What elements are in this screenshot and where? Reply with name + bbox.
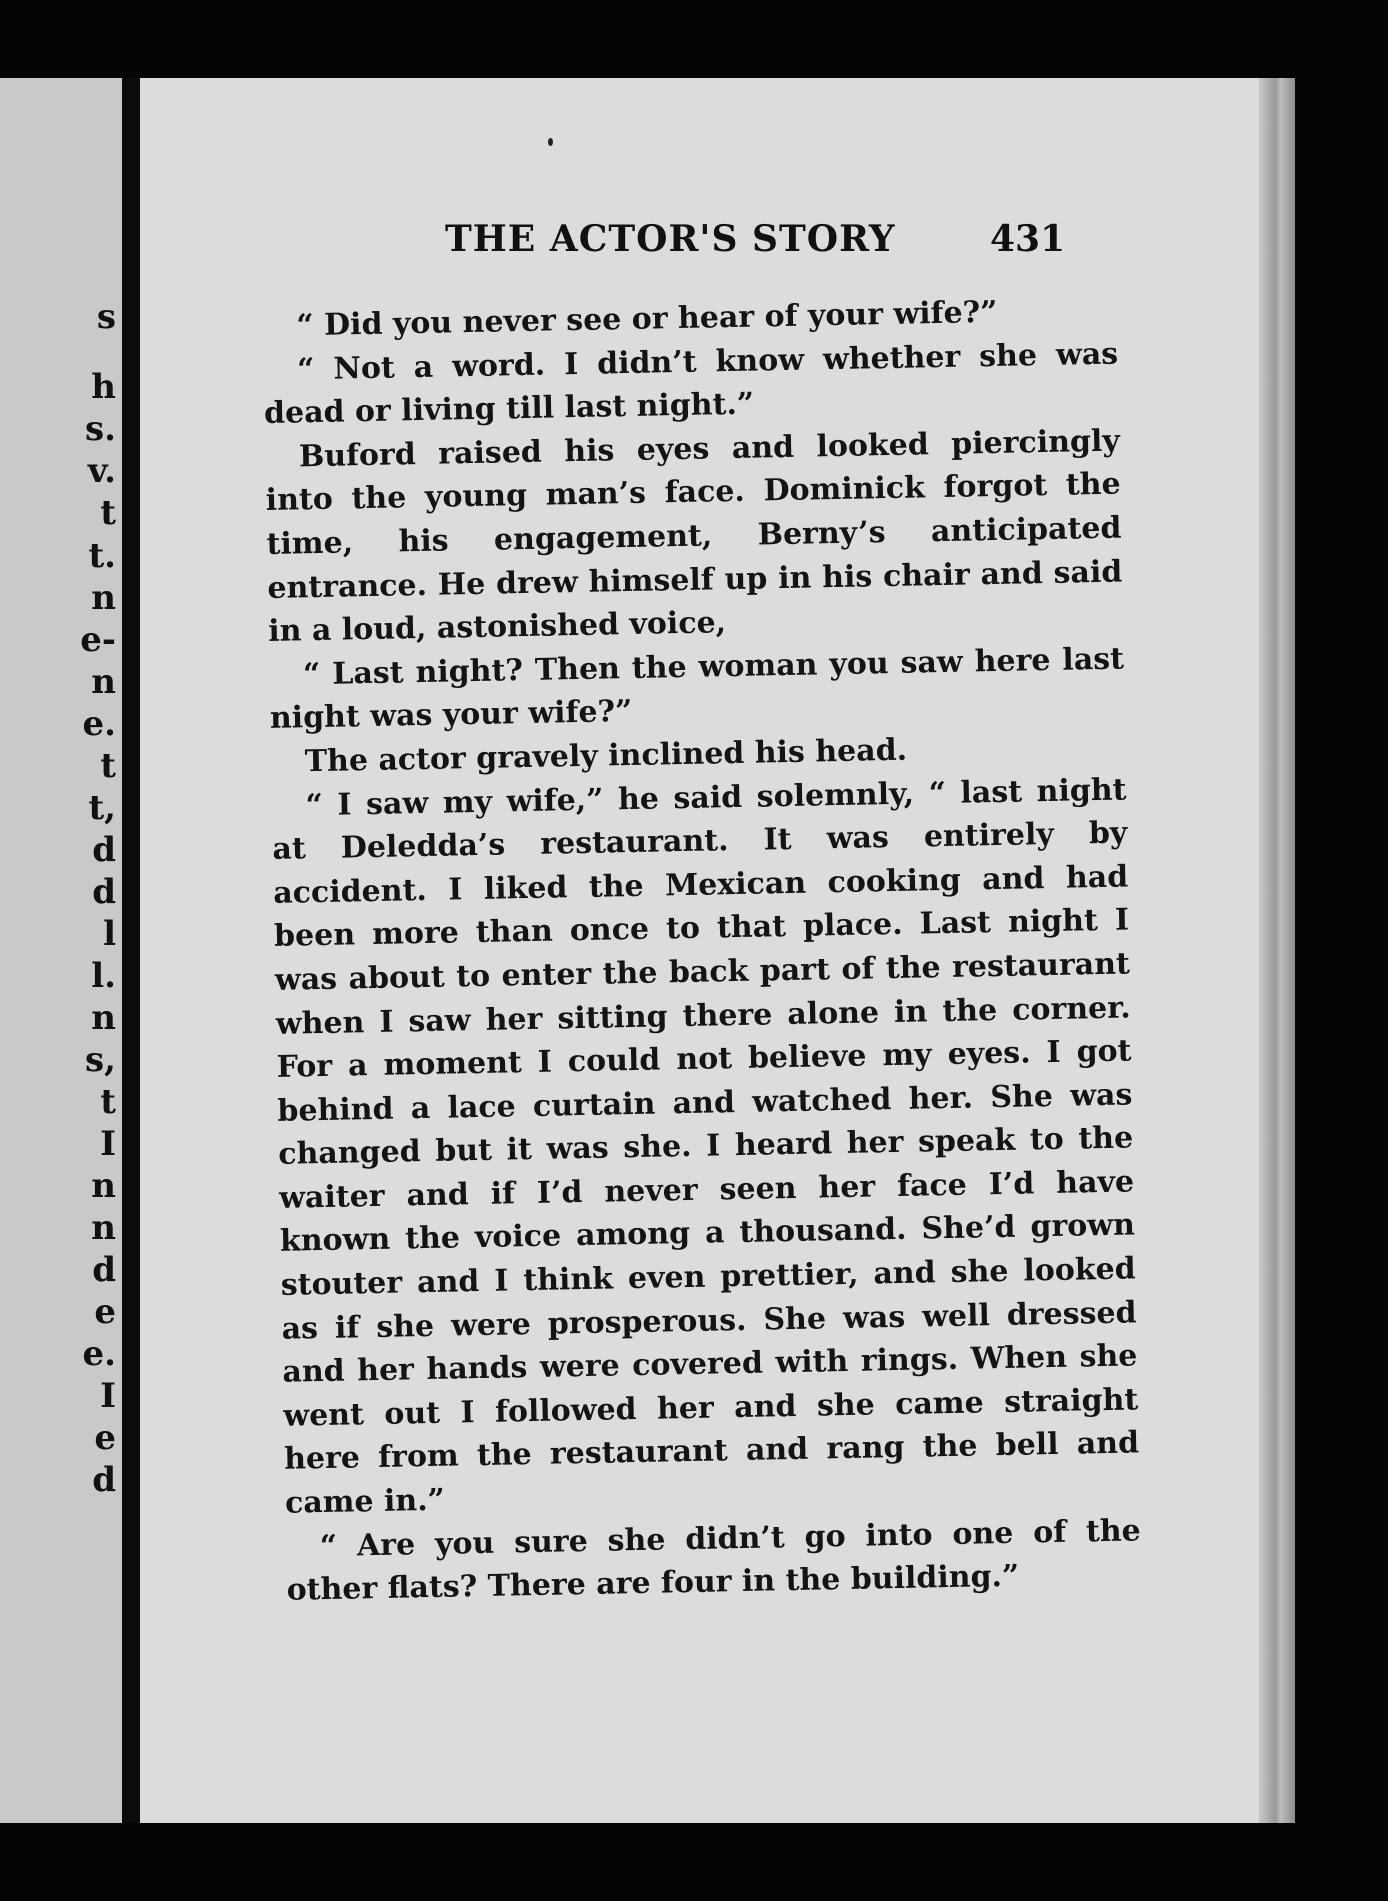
book-page bbox=[140, 78, 1295, 1823]
left-line-ending: v. bbox=[87, 451, 116, 491]
page-edge-shadow bbox=[1259, 78, 1295, 1823]
paragraph: Buford raised his eyes and looked piercingly into the young man’s face. Dominick forgot the time, his engagement, Berny’s anticipated entrance. He drew himself up in his chair and said in a loud, astonished voice, bbox=[265, 423, 1123, 650]
left-page-fragment bbox=[0, 78, 122, 1823]
left-line-ending: s, bbox=[85, 1040, 116, 1080]
left-line-ending: t bbox=[100, 746, 116, 786]
paragraph: The actor gravely inclined his head. bbox=[304, 732, 908, 780]
left-line-ending: n bbox=[91, 998, 116, 1038]
left-line-ending: t. bbox=[88, 536, 116, 576]
left-line-ending: l bbox=[103, 914, 116, 954]
left-line-ending: s bbox=[96, 297, 116, 337]
left-line-ending: n bbox=[91, 662, 116, 702]
paragraph: “ Did you never see or hear of your wife?” bbox=[296, 294, 998, 344]
left-line-ending: n bbox=[91, 578, 116, 618]
running-head: THE ACTOR'S STORY bbox=[445, 218, 896, 260]
left-line-ending: e- bbox=[80, 620, 116, 660]
left-line-ending: d bbox=[92, 830, 116, 870]
page-header bbox=[140, 218, 1295, 268]
paragraph: “ Are you sure she didn’t go into one of the other flats? There are four in the building.” bbox=[286, 1512, 1142, 1608]
left-line-ending: l. bbox=[91, 956, 116, 996]
page-body bbox=[262, 289, 1142, 1613]
left-line-ending: e bbox=[94, 1418, 116, 1458]
paragraph: “ Not a word. I didn’t know whether she was dead or living till last night.” bbox=[263, 336, 1119, 432]
left-line-ending: n bbox=[91, 1166, 116, 1206]
left-line-ending: I bbox=[100, 1124, 116, 1164]
left-line-ending: t bbox=[100, 493, 116, 533]
left-line-ending: h bbox=[91, 367, 116, 407]
left-page-line-endings bbox=[0, 78, 122, 1823]
paragraph: “ Last night? Then the woman you saw here last night was your wife?” bbox=[269, 641, 1125, 737]
left-line-ending: I bbox=[100, 1376, 116, 1416]
left-line-ending: d bbox=[92, 1460, 116, 1500]
left-line-ending: d bbox=[92, 872, 116, 912]
paragraph: “ I saw my wife,” he said solemnly, “ last night at Deledda’s restaurant. It was entirely by accident. I liked the Mexican cooking and had been more than once to that place. Last night I was about to enter the back part of the restaurant when I saw her sitting there alone in the corner. For a moment I could not believe my eyes. I got behind a lace curtain and watched her. She was changed but it was she. I heard her speak to the waiter and if I’d never seen her face I’d have known the voice among a thousand. She’d grown stouter and I think even prettier, and she looked as if she were prosperous. She was well dressed and her hands were covered with rings. When she went out I followed her and she came straight here from the restaurant and rang the bell and came in.” bbox=[272, 772, 1140, 1521]
left-line-ending: n bbox=[91, 1208, 116, 1248]
ink-speck bbox=[548, 138, 553, 146]
page-number: 431 bbox=[990, 218, 1066, 260]
left-line-ending: t bbox=[100, 1082, 116, 1122]
left-line-ending: t, bbox=[88, 788, 116, 828]
left-line-ending: e. bbox=[82, 704, 116, 744]
left-line-ending: e. bbox=[82, 1334, 116, 1374]
left-line-ending: e bbox=[94, 1292, 116, 1332]
left-line-ending: s. bbox=[85, 409, 116, 449]
left-line-ending: d bbox=[92, 1250, 116, 1290]
